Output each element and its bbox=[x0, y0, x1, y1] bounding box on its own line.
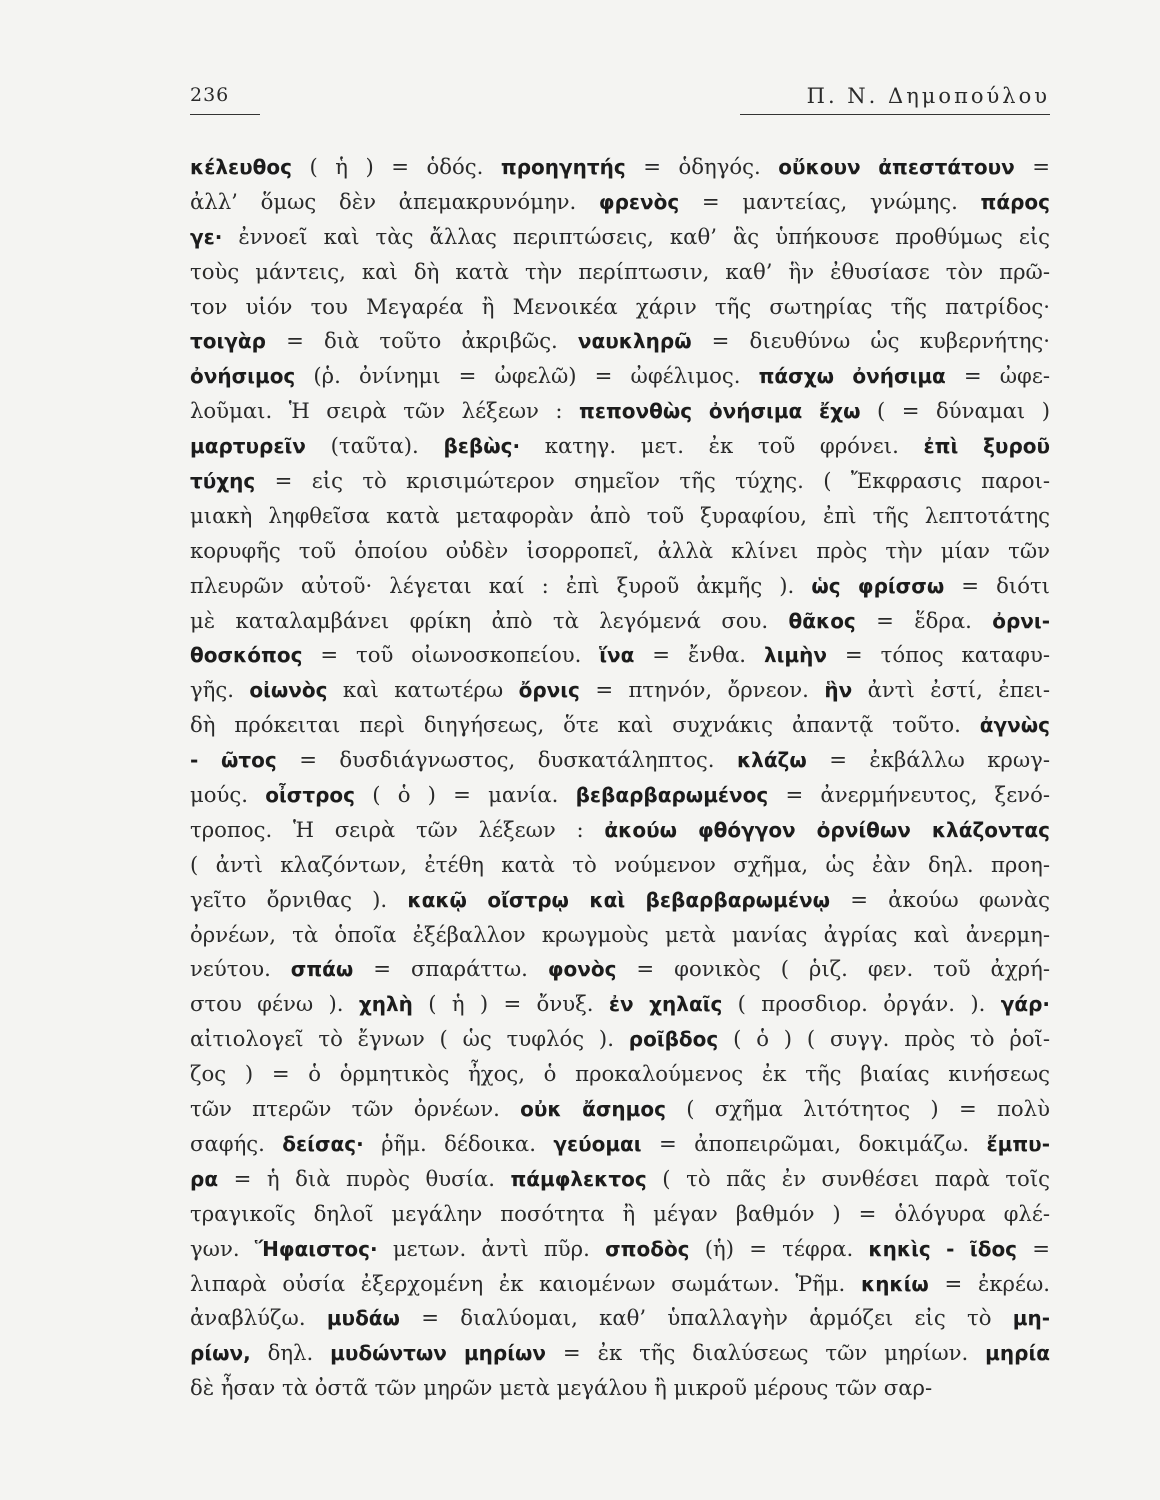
text-line bbox=[190, 255, 1050, 290]
gloss-text: = ἐκ τῆς διαλύσεως τῶν μηρίων. bbox=[546, 1340, 986, 1366]
text-line bbox=[190, 324, 1050, 359]
gloss-text: (ἡ) = τέφρα. bbox=[689, 1235, 869, 1261]
gloss-text: = εἰς τὸ κρισιμώτερον σημεῖον τῆς τύχης. ( Ἔκφρασις παροι- bbox=[255, 468, 1050, 494]
lemma-term: μυδώντων μηρίων bbox=[330, 1341, 547, 1366]
lemma-term: πάσχω ὀνήσιμα bbox=[758, 364, 946, 389]
lemma-term: φρενὸς bbox=[598, 189, 680, 214]
text-line bbox=[190, 185, 1050, 220]
lemma-term: κηκίω bbox=[860, 1271, 929, 1296]
running-head bbox=[190, 84, 1050, 116]
gloss-text: ( ἀντὶ κλαζόντων, ἐτέθη κατὰ τὸ νούμενον σχῆμα, ὡς ἐὰν δηλ. προη- bbox=[190, 851, 1050, 877]
gloss-text: ( σχῆμα λιτότητος ) = πολὺ bbox=[665, 1096, 1050, 1122]
lemma-term: τύχης bbox=[190, 469, 256, 494]
lemma-term: Ἥφαιστος· bbox=[254, 1236, 378, 1261]
gloss-text: = τόπος καταφυ- bbox=[827, 642, 1050, 668]
lemma-term: ὀρνι- bbox=[992, 608, 1050, 633]
gloss-text: = ὁδηγός. bbox=[625, 154, 779, 179]
gloss-text: λιπαρὰ οὐσία ἐξερχομένη ἐκ καιομένων σωμάτων. Ῥῆμ. bbox=[190, 1270, 861, 1296]
lemma-term: φονὸς bbox=[547, 957, 617, 982]
gloss-text: ( ὁ ) = μανία. bbox=[355, 782, 576, 808]
text-line bbox=[190, 429, 1050, 464]
gloss-text: = ἕδρα. bbox=[855, 607, 993, 633]
gloss-text: τοὺς μάντεις, καὶ δὴ κατὰ τὴν περίπτωσιν, καθ’ ἣν ἐθυσίασε τὸν πρῶ- bbox=[190, 258, 1050, 284]
lemma-term: ρα bbox=[190, 1166, 219, 1191]
text-line bbox=[190, 150, 1050, 185]
text-line bbox=[190, 1162, 1050, 1197]
gloss-text: ἀναβλύζω. bbox=[190, 1305, 327, 1331]
text-line bbox=[190, 673, 1050, 708]
lemma-term: ὄρνις bbox=[518, 678, 580, 703]
lemma-term: βεβὼς· bbox=[443, 434, 521, 459]
text-line bbox=[190, 1301, 1050, 1336]
lemma-term: προηγητής bbox=[500, 155, 626, 179]
gloss-text: (ῥ. ὀνίνημι = ὠφελῶ) = ὠφέλιμος. bbox=[295, 363, 759, 389]
lemma-term: σποδὸς bbox=[605, 1236, 690, 1261]
lemma-term: γε· bbox=[190, 224, 223, 249]
gloss-text: = ἐκρέω. bbox=[928, 1270, 1050, 1296]
lemma-term: ἵνα bbox=[599, 643, 635, 668]
gloss-text: ( τὸ πᾶς ἐν συνθέσει παρὰ τοῖς bbox=[646, 1165, 1050, 1191]
text-line bbox=[190, 290, 1050, 325]
gloss-text: ( ἡ ) = ὁδός. bbox=[291, 154, 501, 179]
lemma-term: πάρος bbox=[980, 189, 1050, 214]
lemma-term: ὀνήσιμος bbox=[190, 364, 296, 389]
text-line bbox=[190, 499, 1050, 534]
gloss-text: = διότι bbox=[944, 572, 1050, 598]
lemma-term: ναυκληρῶ bbox=[577, 329, 692, 354]
gloss-text: μετων. ἀντὶ πῦρ. bbox=[377, 1235, 606, 1261]
lemma-term: χηλὴ bbox=[358, 992, 413, 1017]
text-line bbox=[190, 1127, 1050, 1162]
gloss-text: = διαλύομαι, καθ’ ὑπαλλαγὴν ἁρμόζει εἰς τὸ bbox=[399, 1305, 1013, 1331]
lemma-term: σπάω bbox=[290, 957, 354, 982]
gloss-text: ( προσδιορ. ὀργάν. ). bbox=[722, 991, 1001, 1017]
gloss-text: μὲ καταλαμβάνει φρίκη ἀπὸ τὰ λεγόμενά σου. bbox=[190, 607, 789, 633]
gloss-text: = ἀνερμήνευτος, ξενό- bbox=[768, 782, 1050, 808]
lemma-term: μαρτυρεῖν bbox=[190, 434, 306, 459]
gloss-text: = ἡ διὰ πυρὸς θυσία. bbox=[218, 1165, 511, 1191]
lemma-term: ἀκούω φθόγγον ὀρνίθων κλάζοντας bbox=[604, 817, 1050, 842]
gloss-text: = ὠφε- bbox=[945, 363, 1050, 389]
gloss-text: = διευθύνω ὡς κυβερνήτης· bbox=[691, 328, 1050, 354]
gloss-text: = τοῦ οἰωνοσκοπείου. bbox=[302, 642, 600, 668]
gloss-text: δὴ πρόκειται περὶ διηγήσεως, ὅτε καὶ συχνάκις ἀπαντᾷ τοῦτο. bbox=[190, 712, 980, 738]
gloss-text: γων. bbox=[190, 1235, 255, 1261]
header-rule-left bbox=[190, 114, 260, 115]
gloss-text: σαφής. bbox=[190, 1130, 283, 1156]
gloss-text: = bbox=[1017, 1235, 1050, 1261]
lemma-term: βεβαρβαρωμένος bbox=[575, 783, 769, 808]
gloss-text: λοῦμαι. Ἡ σειρὰ τῶν λέξεων : bbox=[190, 398, 580, 424]
lemma-term: λιμὴν bbox=[763, 643, 827, 668]
gloss-text: στου φένω ). bbox=[190, 991, 359, 1017]
gloss-text: = ἐκβάλλω κρωγ- bbox=[806, 747, 1050, 773]
gloss-text: καὶ κατωτέρω bbox=[327, 677, 519, 703]
lemma-term: ἔμπυ- bbox=[986, 1131, 1050, 1156]
gloss-text: = ἀποπειρῶμαι, δοκιμάζω. bbox=[641, 1130, 987, 1156]
lemma-term: γεύομαι bbox=[553, 1131, 642, 1156]
text-line bbox=[190, 1092, 1050, 1127]
gloss-text: γῆς. bbox=[190, 677, 250, 703]
lemma-term: κλάζω bbox=[736, 748, 807, 773]
text-line bbox=[190, 569, 1050, 604]
lemma-term: ὡς φρίσσω bbox=[811, 573, 945, 598]
lemma-term: γάρ· bbox=[1000, 992, 1050, 1017]
gloss-text: ( = δύναμαι ) bbox=[860, 398, 1050, 424]
gloss-text: δηλ. bbox=[250, 1340, 331, 1366]
gloss-text: τραγικοῖς δηλοῖ μεγάλην ποσότητα ἢ μέγαν βαθμόν ) = ὁλόγυρα φλέ- bbox=[190, 1200, 1050, 1226]
text-line bbox=[190, 359, 1050, 394]
gloss-text: = bbox=[1014, 154, 1050, 179]
text-line bbox=[190, 394, 1050, 429]
text-line bbox=[190, 604, 1050, 639]
lemma-term: οὔκουν ἀπεστάτουν bbox=[778, 155, 1015, 179]
gloss-text: = δυσδιάγνωστος, δυσκατάληπτος. bbox=[276, 747, 737, 773]
gloss-text: ἀντὶ ἐστί, ἐπει- bbox=[852, 677, 1050, 703]
page-number: 236 bbox=[190, 84, 230, 106]
text-line bbox=[190, 883, 1050, 918]
gloss-text: = ἀκούω φωνὰς bbox=[830, 886, 1050, 912]
lemma-term: ἀγνὼς bbox=[979, 713, 1050, 738]
text-line bbox=[190, 987, 1050, 1022]
gloss-text: μιακὴ ληφθεῖσα κατὰ μεταφορὰν ἀπὸ τοῦ ξυραφίου, ἐπὶ τῆς λεπτοτάτης bbox=[190, 502, 1050, 528]
lemma-term: ροῖβδος bbox=[628, 1027, 719, 1052]
gloss-text: ζος ) = ὁ ὁρμητικὸς ἦχος, ὁ προκαλούμενος ἐκ τῆς βιαίας κινήσεως bbox=[190, 1061, 1050, 1087]
text-line bbox=[190, 1022, 1050, 1057]
text-line bbox=[190, 1197, 1050, 1232]
lemma-term: οὐκ ἄσημος bbox=[520, 1097, 666, 1122]
lemma-term: μηρία bbox=[985, 1341, 1050, 1366]
text-line bbox=[190, 1371, 1050, 1406]
header-rule-right bbox=[740, 114, 1050, 115]
text-line bbox=[190, 952, 1050, 987]
text-line bbox=[190, 1336, 1050, 1371]
lemma-term: κέλευθος bbox=[190, 155, 292, 179]
gloss-text: τροπος. Ἡ σειρὰ τῶν λέξεων : bbox=[190, 816, 605, 842]
gloss-text: πλευρῶν αὐτοῦ· λέγεται καί : ἐπὶ ξυροῦ ἀκμῆς ). bbox=[190, 572, 812, 598]
lemma-term: ρίων, bbox=[190, 1341, 251, 1366]
lemma-term: οἰωνὸς bbox=[249, 678, 328, 703]
lemma-term: θᾶκος bbox=[788, 608, 856, 633]
gloss-text: ὀρνέων, τὰ ὁποῖα ἐξέβαλλον κρωγμοὺς μετὰ μανίας ἀγρίας καὶ ἀνερμη- bbox=[190, 921, 1050, 947]
gloss-text: ῥῆμ. δέδοικα. bbox=[363, 1130, 554, 1156]
text-line bbox=[190, 918, 1050, 953]
lemma-term: μη- bbox=[1012, 1306, 1050, 1331]
text-line bbox=[190, 638, 1050, 673]
gloss-text: νεύτου. bbox=[190, 956, 291, 982]
text-line bbox=[190, 778, 1050, 813]
gloss-text: = μαντείας, γνώμης. bbox=[679, 188, 981, 214]
lemma-term: μυδάω bbox=[326, 1306, 400, 1331]
lemma-term: τοιγὰρ bbox=[190, 329, 266, 354]
lemma-term: πάμφλεκτος bbox=[510, 1166, 647, 1191]
gloss-text: = φονικὸς ( ῥιζ. φεν. τοῦ ἀχρή- bbox=[616, 956, 1050, 982]
lemma-term: ἐν χηλαῖς bbox=[608, 992, 723, 1017]
text-line bbox=[190, 813, 1050, 848]
gloss-text: = διὰ τοῦτο ἀκριβῶς. bbox=[265, 328, 578, 354]
gloss-text: = ἔνθα. bbox=[634, 642, 764, 668]
lemma-term: - ῶτος bbox=[190, 748, 277, 773]
gloss-text: = σπαράττω. bbox=[353, 956, 548, 982]
gloss-text: κατηγ. μετ. ἐκ τοῦ φρόνει. bbox=[520, 433, 924, 459]
gloss-text: δὲ ἦσαν τὰ ὀστᾶ τῶν μηρῶν μετὰ μεγάλου ἢ μικροῦ μέρους τῶν σαρ- bbox=[190, 1375, 933, 1401]
gloss-text: μούς. bbox=[190, 782, 266, 808]
text-line bbox=[190, 848, 1050, 883]
gloss-text: ( ἡ ) = ὄνυξ. bbox=[412, 991, 609, 1017]
lemma-term: δείσας· bbox=[282, 1131, 364, 1156]
gloss-text: τον υἱόν του Μεγαρέα ἢ Μενοικέα χάριν τῆς σωτηρίας τῆς πατρίδος· bbox=[190, 293, 1050, 319]
lemma-term: πεπονθὼς ὀνήσιμα ἔχω bbox=[579, 399, 861, 424]
lemma-term: κακῷ οἴστρῳ καὶ βεβαρβαρωμένῳ bbox=[407, 887, 830, 912]
lemma-term: θοσκόπος bbox=[190, 643, 303, 668]
gloss-text: (ταῦτα). bbox=[305, 433, 444, 459]
text-line bbox=[190, 534, 1050, 569]
gloss-text: ἐννοεῖ καὶ τὰς ἄλλας περιπτώσεις, καθ’ ἃς ὑπήκουσε προθύμως εἰς bbox=[222, 223, 1050, 249]
gloss-text: ( ὁ ) ( συγγ. πρὸς τὸ ῥοῖ- bbox=[718, 1026, 1050, 1052]
text-line bbox=[190, 1057, 1050, 1092]
text-line bbox=[190, 220, 1050, 255]
text-line bbox=[190, 1267, 1050, 1302]
lemma-term: ἐπὶ ξυροῦ bbox=[923, 434, 1050, 459]
commentary-text bbox=[190, 150, 1050, 1406]
gloss-text: γεῖτο ὄρνιθας ). bbox=[190, 886, 408, 912]
lemma-term: κηκὶς - ῖδος bbox=[868, 1236, 1018, 1261]
gloss-text: = πτηνόν, ὄρνεον. bbox=[579, 677, 825, 703]
text-line bbox=[190, 1232, 1050, 1267]
text-line bbox=[190, 708, 1050, 743]
text-line bbox=[190, 743, 1050, 778]
text-line bbox=[190, 464, 1050, 499]
gloss-text: αἰτιολογεῖ τὸ ἔγνων ( ὡς τυφλός ). bbox=[190, 1026, 629, 1052]
lemma-term: οἶστρος bbox=[265, 783, 356, 808]
gloss-text: κορυφῆς τοῦ ὁποίου οὐδὲν ἰσορροπεῖ, ἀλλὰ κλίνει πρὸς τὴν μίαν τῶν bbox=[190, 537, 1050, 563]
gloss-text: τῶν πτερῶν τῶν ὀρνέων. bbox=[190, 1096, 521, 1122]
gloss-text: ἀλλ’ ὅμως δὲν ἀπεμακρυνόμην. bbox=[190, 188, 599, 214]
running-head-author: Π. Ν. Δημοπούλου bbox=[806, 84, 1050, 108]
lemma-term: ἣν bbox=[824, 678, 853, 703]
